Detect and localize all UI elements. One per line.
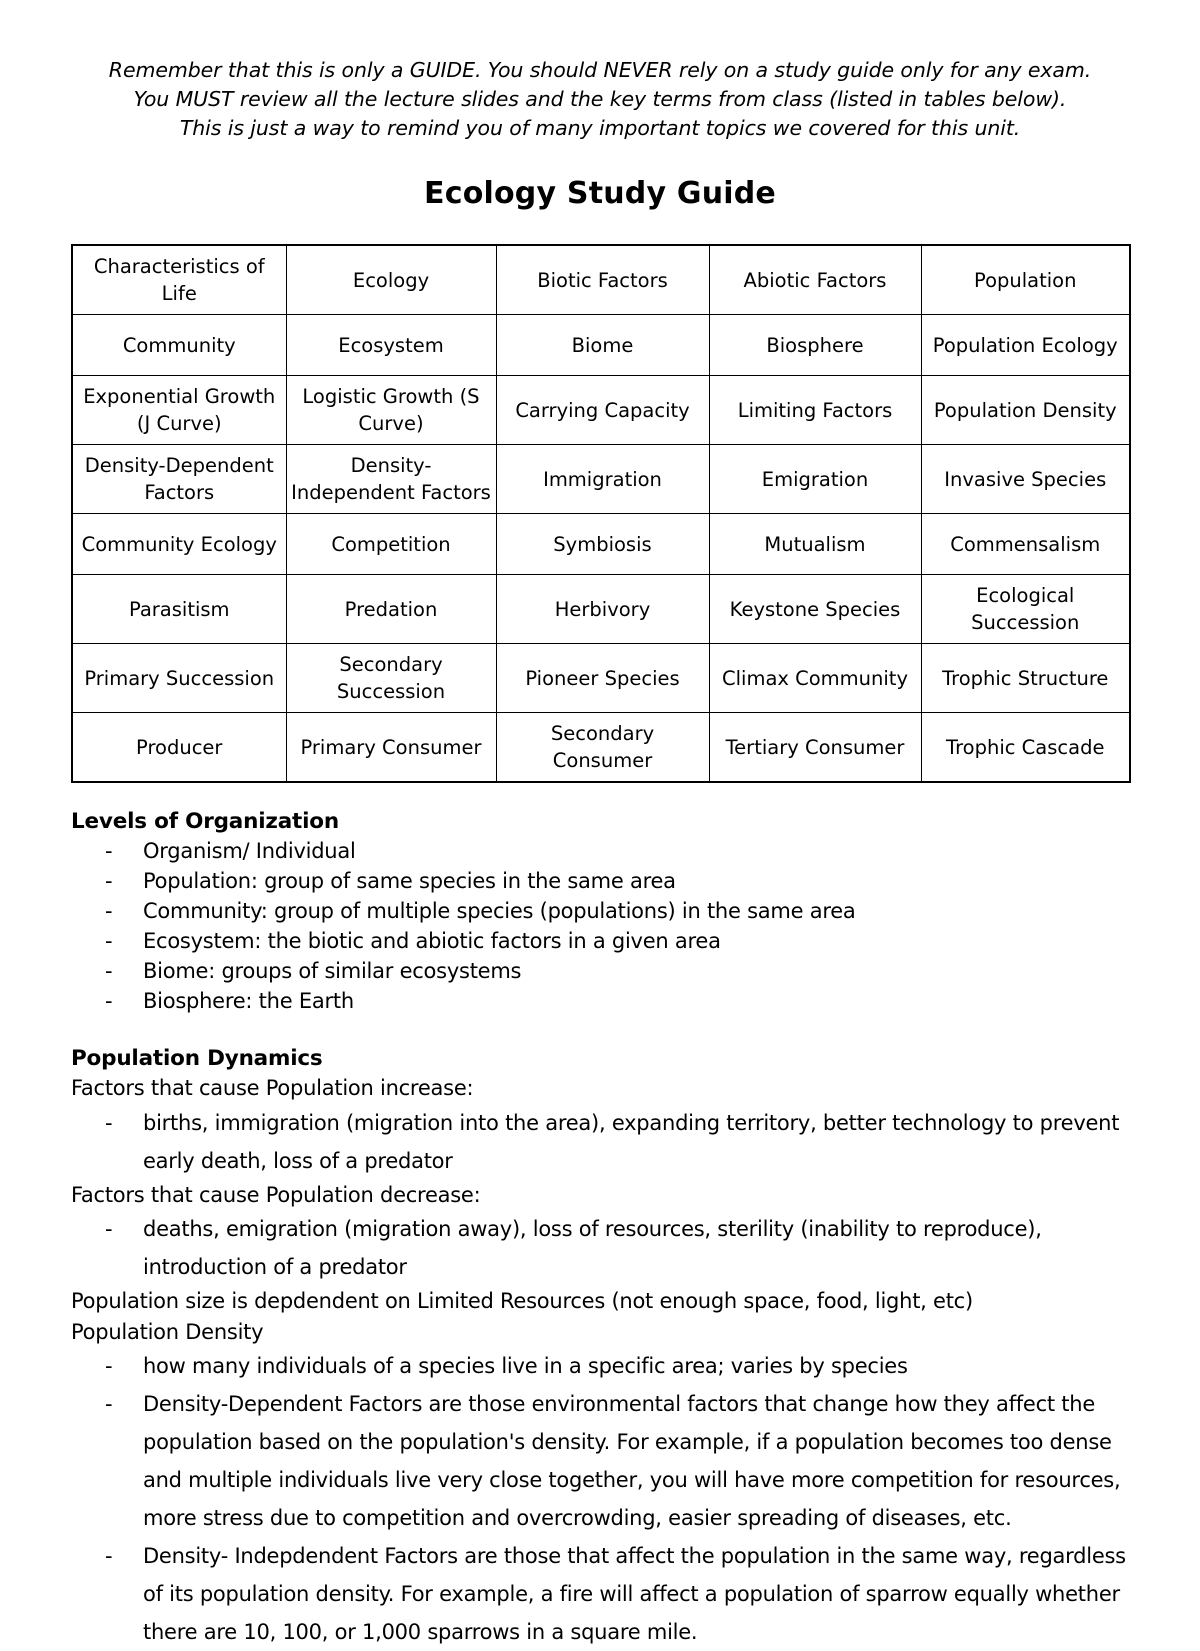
population-density-list <box>71 1347 1140 1651</box>
table-cell: Pioneer Species <box>496 644 709 713</box>
table-cell: Symbiosis <box>496 514 709 575</box>
dash-bullet-icon: - <box>105 1110 113 1135</box>
population-decrease-list <box>71 1210 1140 1286</box>
table-row <box>72 315 1130 376</box>
dash-bullet-icon: - <box>105 1392 113 1416</box>
table-cell: Limiting Factors <box>709 376 921 445</box>
table-cell: Abiotic Factors <box>709 245 921 315</box>
page-title: Ecology Study Guide <box>424 176 776 211</box>
table-cell: Density-Independent Factors <box>286 445 496 514</box>
population-dynamics-section <box>0 1046 1200 1651</box>
population-dynamics-heading: Population Dynamics <box>71 1046 323 1071</box>
list-item <box>71 1104 1140 1180</box>
population-density-label: Population Density <box>71 1319 264 1344</box>
table-row <box>72 245 1130 315</box>
limited-resources-line: Population size is depdendent on Limited Resources (not enough space, food, light, etc) <box>71 1289 973 1313</box>
key-terms-table <box>71 244 1131 783</box>
dash-bullet-icon: - <box>105 1354 113 1378</box>
table-cell: Invasive Species <box>921 445 1130 514</box>
list-item-label: births, immigration (migration into the area), expanding territory, better technology to prevent early death, loss of a predator <box>143 1110 1120 1173</box>
table-cell: Mutualism <box>709 514 921 575</box>
table-cell: Emigration <box>709 445 921 514</box>
dash-bullet-icon: - <box>105 929 113 953</box>
table-cell: Competition <box>286 514 496 575</box>
intro-line-1: Remember that this is only a GUIDE. You should NEVER rely on a study guide only for any exam. <box>108 58 1092 82</box>
table-row <box>72 445 1130 514</box>
table-cell: Density-Dependent Factors <box>72 445 286 514</box>
population-increase-label: Factors that cause Population increase: <box>71 1076 474 1100</box>
table-cell: Primary Consumer <box>286 713 496 783</box>
table-cell: Keystone Species <box>709 575 921 644</box>
dash-bullet-icon: - <box>105 869 113 893</box>
table-cell: Population Ecology <box>921 315 1130 376</box>
list-item <box>71 866 1140 896</box>
table-cell: Trophic Cascade <box>921 713 1130 783</box>
table-cell: Community Ecology <box>72 514 286 575</box>
population-increase-list <box>71 1104 1140 1180</box>
table-cell: Parasitism <box>72 575 286 644</box>
table-row <box>72 514 1130 575</box>
dash-bullet-icon: - <box>105 1544 113 1568</box>
dash-bullet-icon: - <box>105 959 113 983</box>
list-item <box>71 836 1140 866</box>
list-item-label: Biosphere: the Earth <box>143 989 354 1013</box>
table-cell: Herbivory <box>496 575 709 644</box>
table-cell: Climax Community <box>709 644 921 713</box>
list-item <box>71 1347 1140 1385</box>
list-item-label: Density-Dependent Factors are those environmental factors that change how they affect the population based on the population's density. For example, if a population becomes too dense and multiple individuals live very close together, you will have more competition for resources, more stress due to competition and overcrowding, easier spreading of diseases, etc. <box>143 1392 1121 1530</box>
table-cell: Exponential Growth (J Curve) <box>72 376 286 445</box>
list-item <box>71 1210 1140 1286</box>
table-row <box>72 376 1130 445</box>
list-item <box>71 926 1140 956</box>
table-cell: Ecological Succession <box>921 575 1130 644</box>
key-terms-table-container <box>0 211 1200 783</box>
table-cell: Secondary Succession <box>286 644 496 713</box>
list-item <box>71 896 1140 926</box>
table-cell: Primary Succession <box>72 644 286 713</box>
list-item-label: deaths, emigration (migration away), loss of resources, sterility (inability to reproduce), introduction of a predator <box>143 1217 1042 1279</box>
table-cell: Producer <box>72 713 286 783</box>
table-cell: Tertiary Consumer <box>709 713 921 783</box>
table-cell: Trophic Structure <box>921 644 1130 713</box>
dash-bullet-icon: - <box>105 989 113 1013</box>
list-item-label: Ecosystem: the biotic and abiotic factors in a given area <box>143 929 721 953</box>
list-item-label: Density- Indepdendent Factors are those that affect the population in the same way, regardless of its population density. For example, a fire will affect a population of sparrow equally whether there are 10, 100, or 1,000 sparrows in a square mile. <box>143 1544 1126 1644</box>
levels-of-organization-heading: Levels of Organization <box>71 809 339 834</box>
list-item-label: Population: group of same species in the same area <box>143 869 676 893</box>
table-cell: Characteristics of Life <box>72 245 286 315</box>
intro-line-3: This is just a way to remind you of many important topics we covered for this unit. <box>179 116 1021 140</box>
intro-note <box>0 0 1200 143</box>
table-row <box>72 713 1130 783</box>
table-cell: Population Density <box>921 376 1130 445</box>
table-row <box>72 644 1130 713</box>
list-item <box>71 1385 1140 1537</box>
list-item-label: Biome: groups of similar ecosystems <box>143 959 522 983</box>
list-item <box>71 986 1140 1016</box>
list-item <box>71 1537 1140 1651</box>
table-cell: Commensalism <box>921 514 1130 575</box>
table-cell: Predation <box>286 575 496 644</box>
list-item <box>71 956 1140 986</box>
list-item-label: how many individuals of a species live in a specific area; varies by species <box>143 1354 908 1378</box>
table-cell: Carrying Capacity <box>496 376 709 445</box>
table-cell: Community <box>72 315 286 376</box>
section-spacer <box>0 1016 1200 1046</box>
table-row <box>72 575 1130 644</box>
dash-bullet-icon: - <box>105 899 113 923</box>
list-item-label: Organism/ Individual <box>143 839 356 863</box>
dash-bullet-icon: - <box>105 839 113 863</box>
intro-line-2: You MUST review all the lecture slides and the key terms from class (listed in tables below). <box>133 87 1067 111</box>
dash-bullet-icon: - <box>105 1217 113 1241</box>
table-cell: Biome <box>496 315 709 376</box>
key-terms-table-body <box>72 245 1130 782</box>
population-decrease-label: Factors that cause Population decrease: <box>71 1182 481 1207</box>
table-cell: Immigration <box>496 445 709 514</box>
table-cell: Ecosystem <box>286 315 496 376</box>
table-cell: Secondary Consumer <box>496 713 709 783</box>
levels-of-organization-list <box>71 836 1140 1016</box>
table-cell: Biotic Factors <box>496 245 709 315</box>
table-cell: Biosphere <box>709 315 921 376</box>
list-item-label: Community: group of multiple species (populations) in the same area <box>143 899 856 923</box>
table-cell: Population <box>921 245 1130 315</box>
levels-of-organization-section <box>0 783 1200 1016</box>
table-cell: Ecology <box>286 245 496 315</box>
table-cell: Logistic Growth (S Curve) <box>286 376 496 445</box>
